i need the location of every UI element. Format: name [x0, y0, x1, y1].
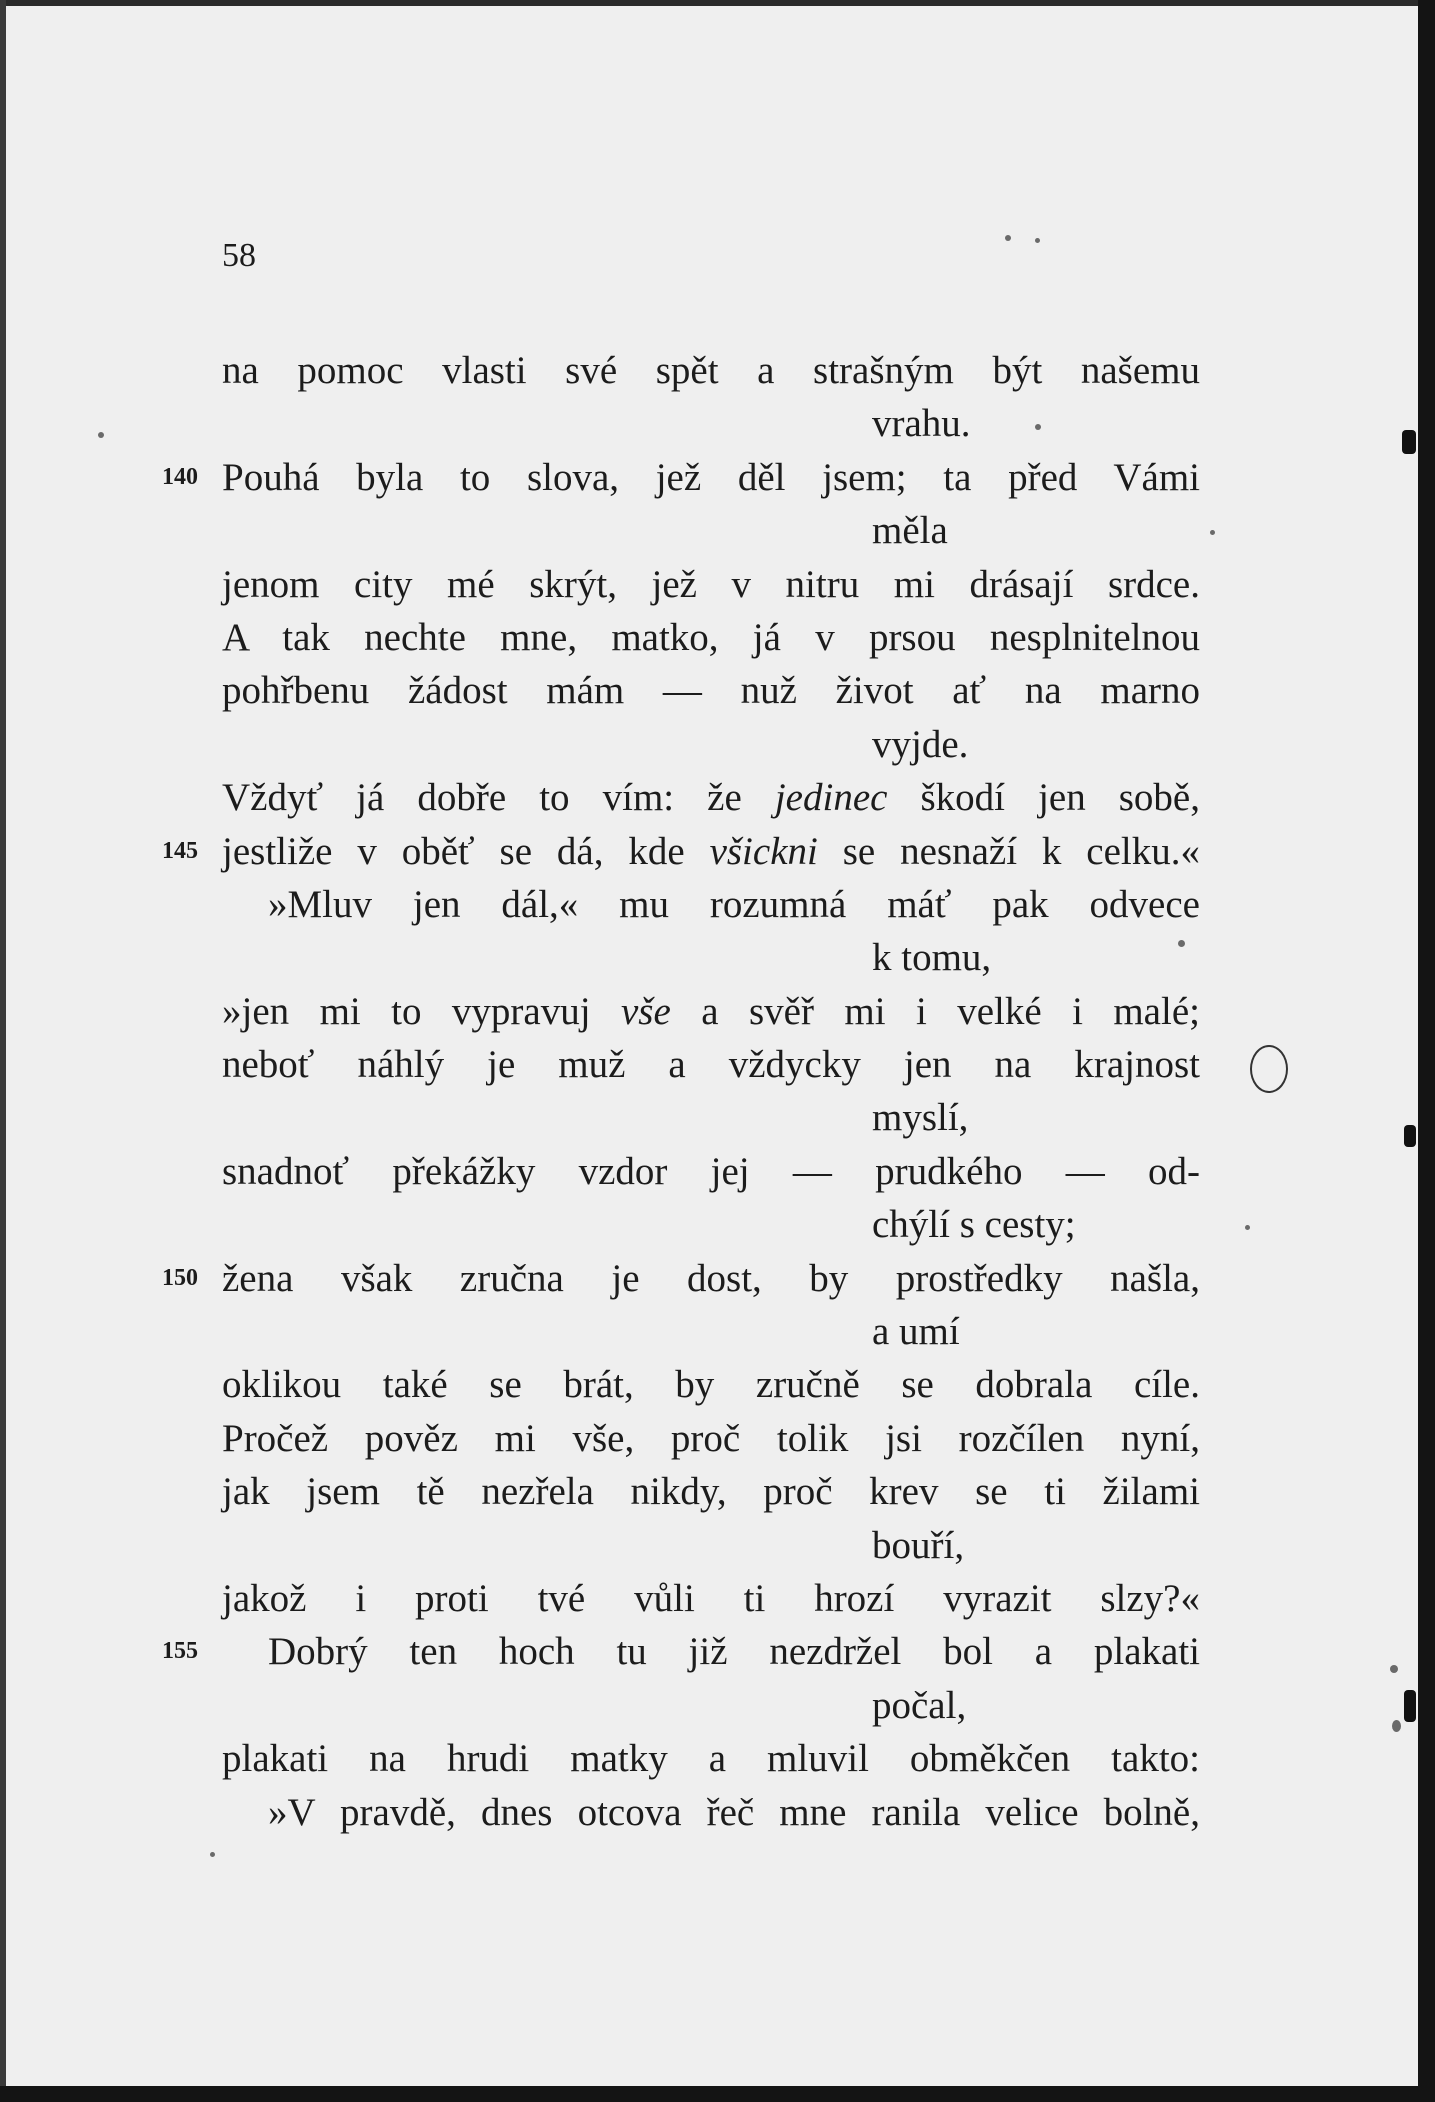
line-text: vyjde. [872, 722, 969, 766]
line-text: jakož i proti tvé vůli ti hrozí vyrazit slzy?« [222, 1576, 1200, 1620]
line-text: neboť náhlý je muž a vždycky jen na krajnost [222, 1043, 1200, 1087]
poem-line [222, 1198, 1200, 1251]
poem-line [222, 1465, 1200, 1518]
poem-line [222, 1358, 1200, 1411]
poem-line [222, 1412, 1200, 1465]
scan-speck [1178, 940, 1185, 947]
line-number: 140 [162, 463, 198, 490]
poem-line [222, 931, 1200, 984]
line-text: počal, [872, 1683, 967, 1727]
line-text: k tomu, [872, 936, 992, 980]
line-text: plakati na hrudi matky a mluvil obměkčen takto: [222, 1737, 1200, 1781]
scan-speck [1245, 1225, 1250, 1230]
scan-edge-top [0, 0, 1435, 6]
poem-line [222, 878, 1200, 931]
line-text: jenom city mé skrýt, jež v nitru mi drásají srdce. [222, 562, 1200, 606]
poem-line [222, 558, 1200, 611]
line-text: a svěř mi i velké i malé; [670, 989, 1200, 1033]
line-text: škodí jen sobě, [887, 776, 1200, 820]
line-emphasis: jedinec [774, 776, 888, 820]
line-number: 150 [162, 1264, 198, 1291]
poem-line [222, 664, 1200, 717]
line-text: žena však zručna je dost, by prostředky našla, [222, 1256, 1200, 1300]
line-text: bouří, [872, 1523, 965, 1567]
scan-edge-right [1418, 0, 1435, 2102]
poem-line [222, 1732, 1200, 1785]
poem-line [222, 611, 1200, 664]
margin-mark [1404, 1690, 1416, 1722]
scan-speck [1035, 238, 1040, 243]
line-emphasis: všickni [709, 829, 818, 873]
poem-line [162, 1252, 1200, 1305]
poem-line [162, 1625, 1200, 1678]
poem-line [162, 825, 1200, 878]
poem-line [222, 1519, 1200, 1572]
line-text: a umí [872, 1310, 960, 1354]
poem-text [162, 344, 1200, 1839]
poem-line [222, 1145, 1200, 1198]
line-text: A tak nechte mne, matko, já v prsou nesplnitelnou [222, 615, 1200, 659]
line-text: jak jsem tě nezřela nikdy, proč krev se ti žilami [222, 1470, 1200, 1514]
scan-speck [1005, 235, 1011, 241]
line-text: Vždyť já dobře to vím: že [222, 776, 775, 820]
line-text: chýlí s cesty; [872, 1203, 1076, 1247]
poem-line [222, 1786, 1200, 1839]
poem-line [162, 451, 1200, 504]
scan-speck [210, 1852, 215, 1857]
line-text: vrahu. [872, 402, 971, 446]
line-emphasis: vše [620, 989, 671, 1033]
scan-edge-left [0, 0, 6, 2102]
line-text: na pomoc vlasti své spět a strašným být našemu [222, 349, 1200, 392]
scan-speck [1035, 424, 1041, 430]
line-text: oklikou také se brát, by zručně se dobrala cíle. [222, 1363, 1200, 1407]
poem-line [222, 985, 1200, 1038]
scan-speck [1390, 1665, 1398, 1673]
line-text: »Mluv jen dál,« mu rozumná máť pak odvece [268, 882, 1200, 926]
line-text: snadnoť překážky vzdor jej — prudkého — od- [222, 1149, 1200, 1193]
poem-line [222, 1091, 1200, 1144]
line-text: »jen mi to vypravuj [222, 989, 621, 1033]
poem-line [222, 397, 1200, 450]
line-text: měla [872, 509, 948, 553]
margin-mark [1402, 430, 1416, 454]
poem-line [222, 344, 1200, 397]
line-text: »V pravdě, dnes otcova řeč mne ranila velice bolně, [268, 1790, 1200, 1834]
poem-line [222, 718, 1200, 771]
line-text: Pouhá byla to slova, jež děl jsem; ta před Vámi [222, 455, 1200, 499]
poem-line [222, 771, 1200, 824]
margin-mark [1404, 1125, 1416, 1147]
scan-speck [98, 432, 104, 438]
line-text: jestliže v oběť se dá, kde [222, 829, 710, 873]
page-number: 58 [222, 237, 256, 274]
line-text: se nesnaží k celku.« [817, 829, 1200, 873]
poem-line [222, 1305, 1200, 1358]
line-text: Dobrý ten hoch tu již nezdržel bol a plakati [268, 1630, 1200, 1674]
line-text: myslí, [872, 1096, 969, 1140]
margin-circle-mark [1250, 1045, 1288, 1093]
poem-line [222, 1038, 1200, 1091]
line-number: 155 [162, 1638, 198, 1665]
line-text: pohřbenu žádost mám — nuž život ať na marno [222, 669, 1200, 713]
line-number: 145 [162, 837, 198, 864]
poem-line [222, 1679, 1200, 1732]
scan-speck [1210, 530, 1215, 535]
scan-edge-bottom [0, 2086, 1435, 2102]
line-text: Pročež pověz mi vše, proč tolik jsi rozčílen nyní, [222, 1416, 1200, 1460]
scan-speck [1392, 1720, 1401, 1732]
poem-line [222, 1572, 1200, 1625]
poem-line [222, 504, 1200, 557]
